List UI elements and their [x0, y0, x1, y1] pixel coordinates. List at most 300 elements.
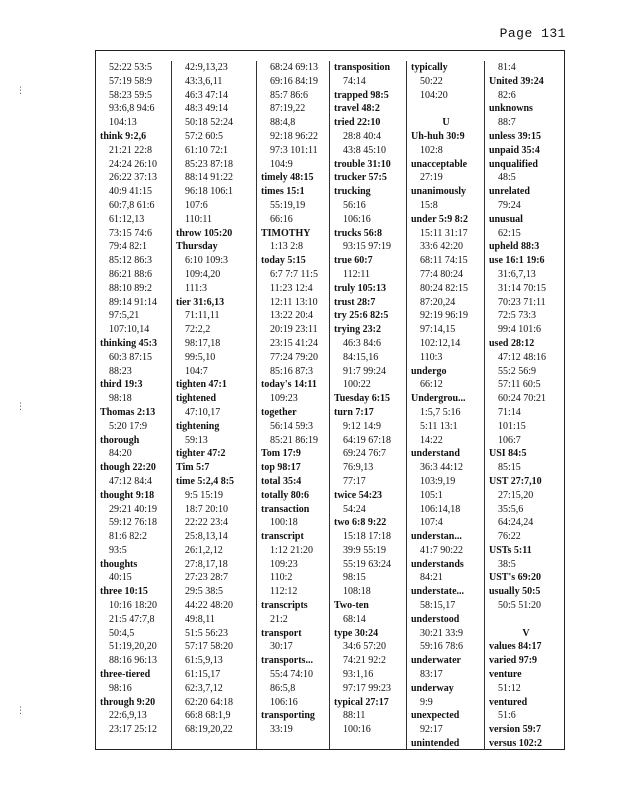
index-ref: 50:5 51:20 — [498, 600, 542, 612]
index-ref: 88:4,8 — [270, 117, 296, 129]
index-ref: 46:3 84:6 — [343, 337, 382, 349]
index-ref: 111:3 — [185, 282, 208, 294]
index-ref: 91:7 99:24 — [343, 365, 387, 377]
index-ref: 15:18 17:18 — [343, 531, 392, 543]
index-ref: 43:8 45:10 — [343, 144, 387, 156]
index-ref: 104:13 — [109, 117, 137, 129]
index-ref: 27:15,20 — [498, 489, 534, 501]
index-ref: 109:23 — [270, 558, 298, 570]
index-term: Tim 5:7 — [176, 462, 210, 474]
index-ref: 50:22 — [420, 75, 443, 87]
index-ref: 92:17 — [420, 724, 443, 736]
index-ref: 88:14 91:22 — [185, 172, 234, 184]
index-ref: 112:11 — [343, 268, 371, 280]
index-ref: 59:16 78:6 — [420, 641, 464, 653]
index-term: UST 27:7,10 — [489, 475, 542, 487]
scan-artifact-mark: ⋮ — [16, 402, 25, 412]
index-ref: 100:22 — [343, 379, 371, 391]
index-ref: 21:21 22:8 — [109, 144, 153, 156]
index-column-2 — [172, 61, 257, 749]
index-ref: 20:19 23:11 — [270, 324, 318, 336]
index-ref: 55:19,19 — [270, 199, 306, 211]
index-term: Thomas 2:13 — [100, 406, 156, 418]
index-ref: 76:9,13 — [343, 462, 374, 474]
index-ref: 9:12 14:9 — [343, 420, 382, 432]
index-ref: 93:1,16 — [343, 669, 374, 681]
index-ref: 15:11 31:17 — [420, 227, 468, 239]
index-ref: 22:6,9,13 — [109, 710, 147, 722]
index-ref: 101:15 — [498, 420, 526, 432]
index-ref: 38:5 — [498, 558, 516, 570]
index-ref: 48:5 — [498, 172, 516, 184]
index-term: ventured — [489, 696, 528, 708]
page-number: Page 131 — [499, 26, 566, 41]
index-ref: 9:5 15:19 — [185, 489, 224, 501]
index-term: Thursday — [176, 241, 218, 253]
index-ref: 31:6,7,13 — [498, 268, 536, 280]
index-column-6 — [485, 61, 566, 749]
index-ref: 59:13 — [185, 434, 208, 446]
index-term: trying 23:2 — [334, 324, 381, 336]
index-term: transcripts — [261, 600, 308, 612]
index-term: transport — [261, 627, 302, 639]
index-ref: 58:15,17 — [420, 600, 456, 612]
index-ref: 106:14,18 — [420, 503, 461, 515]
index-ref: 23:15 41:24 — [270, 337, 319, 349]
index-ref: 79:24 — [498, 199, 521, 211]
index-ref: 41:7 90:22 — [420, 544, 464, 556]
index-ref: 96:18 106:1 — [185, 186, 234, 198]
index-term: understan... — [411, 531, 462, 543]
index-term: understate... — [411, 586, 465, 598]
index-term: together — [261, 406, 297, 418]
index-ref: 66:16 — [270, 213, 293, 225]
index-ref: 62:3,7,12 — [185, 682, 223, 694]
index-ref: 88:16 96:13 — [109, 655, 158, 667]
index-term: values 84:17 — [489, 641, 542, 653]
index-term: unanimously — [411, 186, 467, 198]
index-ref: 55:19 63:24 — [343, 558, 392, 570]
index-term: Tom 17:9 — [261, 448, 301, 460]
index-ref: 98:18 — [109, 393, 132, 405]
index-term: understands — [411, 558, 464, 570]
index-ref: 57:2 60:5 — [185, 130, 224, 142]
index-ref: 25:8,13,14 — [185, 531, 228, 543]
index-term: transaction — [261, 503, 310, 515]
index-ref: 46:3 47:14 — [185, 89, 229, 101]
index-ref: 29:21 40:19 — [109, 503, 158, 515]
index-ref: 55:4 74:10 — [270, 669, 314, 681]
index-term: try 25:6 82:5 — [334, 310, 389, 322]
index-ref: 61:5,9,13 — [185, 655, 223, 667]
index-ref: 60:3 87:15 — [109, 351, 153, 363]
index-ref: 10:16 18:20 — [109, 600, 158, 612]
index-ref: 100:16 — [343, 724, 371, 736]
index-ref: 48:3 49:14 — [185, 103, 229, 115]
index-ref: 69:16 84:19 — [270, 75, 319, 87]
index-ref: 50:18 52:24 — [185, 117, 234, 129]
index-ref: 108:18 — [343, 586, 371, 598]
index-ref: 40:15 — [109, 572, 132, 584]
index-ref: 85:12 86:3 — [109, 255, 153, 267]
index-term: unintended — [411, 738, 460, 750]
index-term: Tuesday 6:15 — [334, 393, 391, 405]
index-ref: 76:22 — [498, 531, 521, 543]
index-ref: 51:6 — [498, 710, 516, 722]
index-ref: 84:20 — [109, 448, 132, 460]
index-term: under 5:9 8:2 — [411, 213, 469, 225]
index-term: tighter 47:2 — [176, 448, 226, 460]
index-column-1 — [96, 61, 172, 749]
index-ref: 28:8 40:4 — [343, 130, 382, 142]
index-term: thoughts — [100, 558, 138, 570]
index-term: tried 22:10 — [334, 117, 381, 129]
index-ref: 71:14 — [498, 406, 521, 418]
index-ref: 93:15 97:19 — [343, 241, 392, 253]
index-ref: 72:2,2 — [185, 324, 211, 336]
index-term: throw 105:20 — [176, 227, 233, 239]
index-term: used 28:12 — [489, 337, 535, 349]
index-ref: 88:10 89:2 — [109, 282, 153, 294]
index-ref: 73:15 74:6 — [109, 227, 153, 239]
index-ref: 88:23 — [109, 365, 132, 377]
index-ref: 72:5 73:3 — [498, 310, 537, 322]
index-term: transposition — [334, 62, 391, 73]
index-term: understand — [411, 448, 460, 460]
index-term: understood — [411, 613, 460, 625]
index-ref: 106:16 — [270, 696, 298, 708]
index-ref: 85:15 — [498, 462, 521, 474]
index-ref: 43:3,6,11 — [185, 75, 223, 87]
index-term: total 35:4 — [261, 475, 302, 487]
index-ref: 59:12 76:18 — [109, 517, 158, 529]
index-ref: 68:24 69:13 — [270, 62, 319, 73]
index-term: tightened — [176, 393, 216, 405]
index-term: through 9:20 — [100, 696, 156, 708]
index-ref: 21:2 — [270, 613, 288, 625]
index-ref: 27:19 — [420, 172, 443, 184]
index-ref: 97:17 99:23 — [343, 682, 392, 694]
index-ref: 55:2 56:9 — [498, 365, 537, 377]
index-ref: 5:11 13:1 — [420, 420, 458, 432]
index-ref: 35:5,6 — [498, 503, 524, 515]
index-term: unrelated — [489, 186, 530, 198]
index-column-5 — [407, 61, 485, 749]
index-ref: 77:17 — [343, 475, 366, 487]
index-term: venture — [489, 669, 522, 681]
index-ref: 104:7 — [185, 365, 208, 377]
index-ref: 42:9,13,23 — [185, 62, 228, 73]
index-term: totally 80:6 — [261, 489, 310, 501]
index-ref: 47:10,17 — [185, 406, 221, 418]
index-ref: 98:15 — [343, 572, 366, 584]
index-ref: 47:12 48:16 — [498, 351, 547, 363]
index-ref: 64:24,24 — [498, 517, 534, 529]
index-term: USI 84:5 — [489, 448, 527, 460]
index-ref: 82:6 — [498, 89, 516, 101]
index-term: transporting — [261, 710, 315, 722]
index-ref: 87:20,24 — [420, 296, 456, 308]
index-ref: 77:24 79:20 — [270, 351, 319, 363]
index-term: unacceptable — [411, 158, 468, 170]
index-term: unless 39:15 — [489, 130, 541, 142]
index-ref: 107:4 — [420, 517, 443, 529]
index-ref: 84:15,16 — [343, 351, 379, 363]
index-ref: 24:24 26:10 — [109, 158, 158, 170]
index-ref: 71:11,11 — [185, 310, 220, 322]
index-ref: 22:22 23:4 — [185, 517, 229, 529]
index-term: UST's 69:20 — [489, 572, 541, 584]
index-term: underwater — [411, 655, 461, 667]
index-ref: 64:19 67:18 — [343, 434, 392, 446]
index-ref: 79:4 82:1 — [109, 241, 148, 253]
index-term: varied 97:9 — [489, 655, 538, 667]
index-term: transports... — [261, 655, 313, 667]
index-term: upheld 88:3 — [489, 241, 540, 253]
index-ref: 14:22 — [420, 434, 443, 446]
section-letter: V — [522, 627, 530, 639]
index-ref: 61:10 72:1 — [185, 144, 229, 156]
index-term: unexpected — [411, 710, 460, 722]
index-ref: 103:9,19 — [420, 475, 456, 487]
blank-line — [411, 102, 481, 116]
index-ref: 98:17,18 — [185, 337, 221, 349]
index-ref: 27:8,17,18 — [185, 558, 228, 570]
index-ref: 51:12 — [498, 682, 521, 694]
index-term: unpaid 35:4 — [489, 144, 540, 156]
index-column-4 — [330, 61, 407, 749]
index-ref: 27:23 28:7 — [185, 572, 229, 584]
index-ref: 68:11 74:15 — [420, 255, 468, 267]
index-ref: 109:23 — [270, 393, 298, 405]
scan-artifact-mark: ⋮ — [16, 86, 25, 96]
index-ref: 97:14,15 — [420, 324, 456, 336]
index-ref: 58:23 59:5 — [109, 89, 153, 101]
index-ref: 66:12 — [420, 379, 443, 391]
index-ref: 112:12 — [270, 586, 298, 598]
index-term: trucker 57:5 — [334, 172, 387, 184]
index-term: third 19:3 — [100, 379, 143, 391]
index-ref: 1:13 2:8 — [270, 241, 304, 253]
index-ref: 68:19,20,22 — [185, 724, 233, 736]
index-term: today 5:15 — [261, 255, 306, 267]
index-ref: 86:5,8 — [270, 682, 296, 694]
index-ref: 85:16 87:3 — [270, 365, 314, 377]
index-term: TIMOTHY — [261, 227, 311, 239]
index-term: underway — [411, 682, 454, 694]
index-ref: 85:23 87:18 — [185, 158, 234, 170]
index-ref: 107:10,14 — [109, 324, 150, 336]
index-ref: 110:2 — [270, 572, 293, 584]
index-ref: 80:24 82:15 — [420, 282, 469, 294]
index-ref: 30:21 33:9 — [420, 627, 464, 639]
word-index-table — [95, 50, 565, 750]
index-ref: 57:11 60:5 — [498, 379, 541, 391]
index-term: truly 105:13 — [334, 282, 386, 294]
index-ref: 11:23 12:4 — [270, 282, 313, 294]
index-ref: 26:1,2,12 — [185, 544, 223, 556]
index-term: Two-ten — [334, 600, 369, 612]
index-term: two 6:8 9:22 — [334, 517, 387, 529]
index-ref: 62:20 64:18 — [185, 696, 234, 708]
index-term: typically — [411, 62, 448, 73]
index-term: true 60:7 — [334, 255, 373, 267]
index-ref: 74:14 — [343, 75, 366, 87]
index-term: unusual — [489, 213, 523, 225]
index-ref: 85:7 86:6 — [270, 89, 309, 101]
index-term: think 9:2,6 — [100, 130, 147, 142]
index-ref: 89:14 91:14 — [109, 296, 158, 308]
index-ref: 40:9 41:15 — [109, 186, 153, 198]
index-term: United 39:24 — [489, 75, 544, 87]
index-term: trust 28:7 — [334, 296, 376, 308]
index-ref: 88:11 — [343, 710, 366, 722]
index-ref: 39:9 55:19 — [343, 544, 387, 556]
index-term: though 22:20 — [100, 462, 156, 474]
index-term: tighten 47:1 — [176, 379, 227, 391]
index-ref: 102:8 — [420, 144, 443, 156]
index-ref: 49:8,11 — [185, 613, 215, 625]
index-term: times 15:1 — [261, 186, 305, 198]
section-letter: U — [442, 117, 450, 129]
index-ref: 107:6 — [185, 199, 208, 211]
index-ref: 1:5,7 5:16 — [420, 406, 461, 418]
index-ref: 87:19,22 — [270, 103, 306, 115]
index-ref: 18:7 20:10 — [185, 503, 229, 515]
index-ref: 93:6,8 94:6 — [109, 103, 155, 115]
index-ref: 105:1 — [420, 489, 443, 501]
index-ref: 104:9 — [270, 158, 293, 170]
index-term: trucking — [334, 186, 371, 198]
index-ref: 110:3 — [420, 351, 443, 363]
index-ref: 34:6 57:20 — [343, 641, 387, 653]
index-ref: 93:5 — [109, 544, 127, 556]
index-ref: 100:18 — [270, 517, 298, 529]
scan-artifact-mark: ⋮ — [16, 706, 25, 716]
index-ref: 88:7 — [498, 117, 516, 129]
index-ref: 23:17 25:12 — [109, 724, 158, 736]
index-ref: 56:16 — [343, 199, 366, 211]
index-ref: 106:7 — [498, 434, 521, 446]
index-ref: 81:6 82:2 — [109, 531, 148, 543]
index-ref: 60:24 70:21 — [498, 393, 547, 405]
index-ref: 33:19 — [270, 724, 293, 736]
index-ref: 30:17 — [270, 641, 293, 653]
index-ref: 69:24 76:7 — [343, 448, 387, 460]
index-term: top 98:17 — [261, 462, 301, 474]
index-term: usually 50:5 — [489, 586, 541, 598]
index-column-3 — [257, 61, 330, 749]
index-term: versus 102:2 — [489, 738, 543, 750]
index-term: timely 48:15 — [261, 172, 314, 184]
index-ref: 97:3 101:11 — [270, 144, 318, 156]
index-ref: 36:3 44:12 — [420, 462, 464, 474]
index-term: turn 7:17 — [334, 406, 374, 418]
index-ref: 57:19 58:9 — [109, 75, 153, 87]
index-ref: 29:5 38:5 — [185, 586, 224, 598]
index-ref: 86:21 88:6 — [109, 268, 153, 280]
index-term: trucks 56:8 — [334, 227, 383, 239]
index-term: trouble 31:10 — [334, 158, 391, 170]
index-term: type 30:24 — [334, 627, 379, 639]
index-ref: 70:23 71:11 — [498, 296, 546, 308]
index-ref: 21:5 47:7,8 — [109, 613, 155, 625]
index-ref: 98:16 — [109, 682, 132, 694]
index-ref: 83:17 — [420, 669, 443, 681]
index-ref: 84:21 — [420, 572, 443, 584]
index-ref: 99:5,10 — [185, 351, 216, 363]
index-ref: 109:4,20 — [185, 268, 221, 280]
index-ref: 61:12,13 — [109, 213, 145, 225]
index-term: thought 9:18 — [100, 489, 155, 501]
index-ref: 47:12 84:4 — [109, 475, 153, 487]
index-term: thorough — [100, 434, 140, 446]
index-ref: 1:12 21:20 — [270, 544, 314, 556]
index-ref: 77:4 80:24 — [420, 268, 464, 280]
index-term: tier 31:6,13 — [176, 296, 225, 308]
index-ref: 60:7,8 61:6 — [109, 199, 155, 211]
index-ref: 92:18 96:22 — [270, 130, 319, 142]
index-ref: 102:12,14 — [420, 337, 461, 349]
index-term: tightening — [176, 420, 220, 432]
index-ref: 61:15,17 — [185, 669, 221, 681]
index-ref: 85:21 86:19 — [270, 434, 319, 446]
index-term: Undergrou... — [411, 393, 466, 405]
index-term: unqualified — [489, 158, 538, 170]
index-ref: 51:19,20,20 — [109, 641, 157, 653]
index-ref: 52:22 53:5 — [109, 62, 153, 73]
index-term: today's 14:11 — [261, 379, 317, 391]
index-term: thinking 45:3 — [100, 337, 157, 349]
index-term: unknowns — [489, 103, 533, 115]
index-term: travel 48:2 — [334, 103, 380, 115]
index-term: time 5:2,4 8:5 — [176, 475, 235, 487]
index-ref: 68:14 — [343, 613, 366, 625]
index-term: use 16:1 19:6 — [489, 255, 545, 267]
index-ref: 5:20 17:9 — [109, 420, 148, 432]
index-ref: 6:10 109:3 — [185, 255, 229, 267]
index-ref: 81:4 — [498, 62, 516, 73]
blank-line — [489, 613, 563, 627]
index-term: typical 27:17 — [334, 696, 389, 708]
index-ref: 13:22 20:4 — [270, 310, 314, 322]
index-ref: 62:15 — [498, 227, 521, 239]
index-term: transcript — [261, 531, 304, 543]
index-term: undergo — [411, 365, 447, 377]
index-ref: 97:5,21 — [109, 310, 140, 322]
index-ref: 106:16 — [343, 213, 371, 225]
index-term: twice 54:23 — [334, 489, 383, 501]
index-ref: 66:8 68:1,9 — [185, 710, 231, 722]
index-ref: 54:24 — [343, 503, 366, 515]
index-ref: 110:11 — [185, 213, 213, 225]
index-term: three-tiered — [100, 669, 151, 681]
index-ref: 44:22 48:20 — [185, 600, 234, 612]
index-term: USTs 5:11 — [489, 544, 532, 556]
index-ref: 33:6 42:20 — [420, 241, 464, 253]
index-ref: 12:11 13:10 — [270, 296, 318, 308]
index-ref: 56:14 59:3 — [270, 420, 314, 432]
index-ref: 74:21 92:2 — [343, 655, 387, 667]
index-ref: 104:20 — [420, 89, 448, 101]
index-ref: 57:17 58:20 — [185, 641, 234, 653]
index-term: trapped 98:5 — [334, 89, 389, 101]
index-term: Uh-huh 30:9 — [411, 130, 465, 142]
index-ref: 26:22 37:13 — [109, 172, 158, 184]
index-ref: 99:4 101:6 — [498, 324, 542, 336]
index-ref: 9:9 — [420, 696, 433, 708]
index-ref: 51:5 56:23 — [185, 627, 229, 639]
